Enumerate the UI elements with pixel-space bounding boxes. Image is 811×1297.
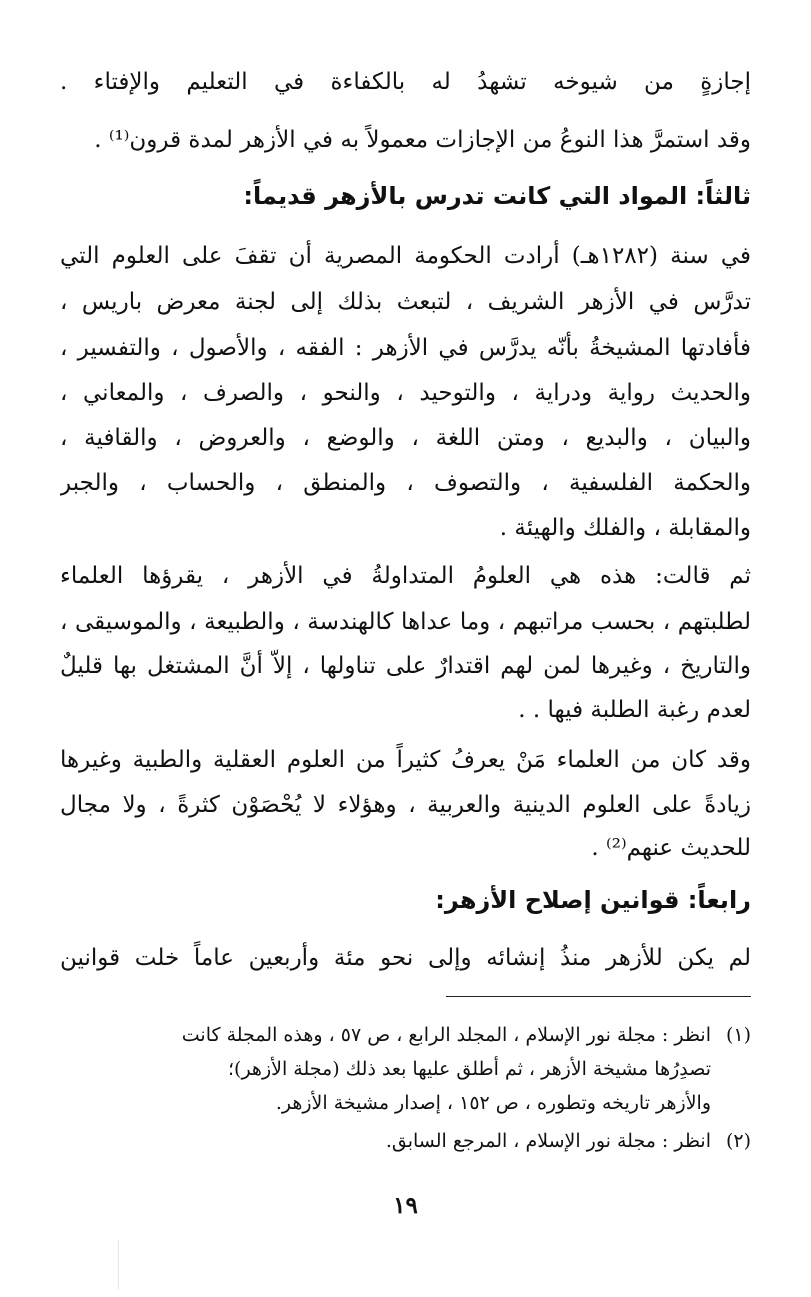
scan-mark [118, 1240, 119, 1290]
body-line: وقد استمرَّ هذا النوعُ من الإجازات معمولاً به في الأزهر لمدة قرون⁽¹⁾ . [94, 127, 751, 153]
page-number: ١٩ [393, 1192, 418, 1219]
section-heading: رابعاً: قوانين إصلاح الأزهر: [435, 886, 751, 914]
body-line: والبيان ، والبديع ، ومتن اللغة ، والوضع ، والعروض ، والقافية ، [60, 425, 751, 451]
footnote-divider [446, 996, 751, 997]
footnote-line [60, 1124, 751, 1158]
body-line: لطلبتهم ، بحسب مراتبهم ، وما عداها كالهندسة ، والطبيعة ، والموسيقى ، [60, 609, 751, 635]
body-line: والمقابلة ، والفلك والهيئة . [499, 515, 751, 541]
footnote-line: تصدِرُها مشيخة الأزهر ، ثم أطلق عليها بعد ذلك (مجلة الأزهر)؛ [228, 1058, 711, 1080]
body-line: ثم قالت: هذه هي العلومُ المتداولةُ في الأزهر ، يقرؤها العلماء [60, 563, 751, 589]
footnote-text: انظر : مجلة نور الإسلام ، المجلد الرابع ، ص ٥٧ ، وهذه المجلة كانت [181, 1024, 711, 1046]
body-line: للحديث عنهم⁽²⁾ . [591, 835, 751, 861]
body-line: فأفادتها المشيخةُ بأنّه يدرَّس في الأزهر : الفقه ، والأصول ، والتفسير ، [60, 335, 751, 361]
body-line: والتاريخ ، وغيرها لمن لهم اقتدارٌ على تناولها ، إلاّ أنَّ المشتغل بها قليلٌ [60, 653, 751, 679]
footnote-number: (٢) [725, 1130, 751, 1152]
body-line: والحديث رواية ودراية ، والتوحيد ، والنحو ، والصرف ، والمعاني ، [60, 380, 751, 406]
body-line: في سنة (١٢٨٢هـ) أرادت الحكومة المصرية أن تقفَ على العلوم التي [60, 243, 751, 269]
body-line: تدرَّس في الأزهر الشريف ، لتبعث بذلك إلى لجنة معرض باريس ، [60, 289, 751, 315]
body-line: لعدم رغبة الطلبة فيها . . [518, 697, 751, 723]
body-line: لم يكن للأزهر منذُ إنشائه وإلى نحو مئة وأربعين عاماً خلت قوانين [60, 945, 751, 971]
footnote-number: (١) [725, 1024, 751, 1046]
section-heading: ثالثاً: المواد التي كانت تدرس بالأزهر قديماً: [243, 182, 751, 210]
body-line: والحكمة الفلسفية ، والتصوف ، والمنطق ، والحساب ، والجبر [60, 470, 751, 496]
body-line: وقد كان من العلماء مَنْ يعرفُ كثيراً من العلوم العقلية والطبية وغيرها [60, 747, 751, 773]
footnote-text: انظر : مجلة نور الإسلام ، المرجع السابق. [385, 1130, 711, 1152]
body-line: زيادةً على العلوم الدينية والعربية ، وهؤلاء لا يُحْصَوْن كثرةً ، ولا مجال [60, 792, 751, 818]
footnote-line [60, 1018, 751, 1052]
footnote-line: والأزهر تاريخه وتطوره ، ص ١٥٢ ، إصدار مشيخة الأزهر. [275, 1092, 711, 1114]
body-line: إجازةٍ من شيوخه تشهدُ له بالكفاءة في التعليم والإفتاء . [60, 69, 751, 95]
